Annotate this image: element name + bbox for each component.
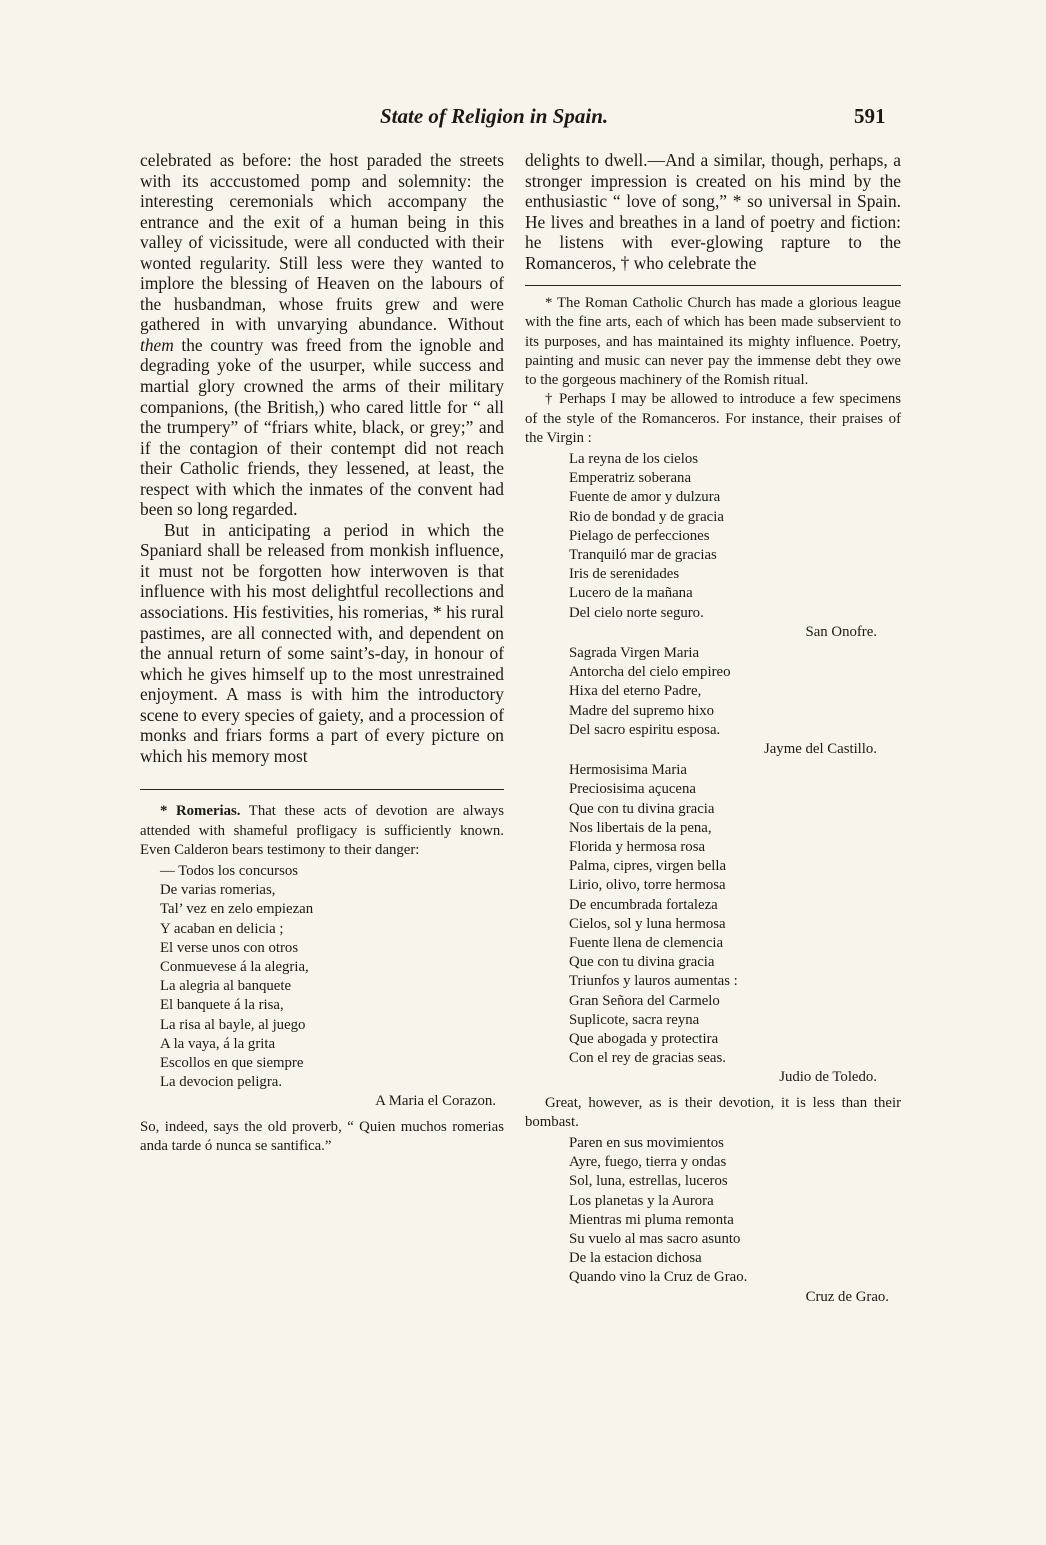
- poem-attribution: Jayme del Castillo.: [763, 740, 877, 757]
- poem-line: Nos libertais de la pena,: [569, 819, 712, 836]
- footnote-church: * The Roman Catholic Church has made a glorious league with the fine arts, each of which has been made subservient to its purposes, and has maintained its mighty influence. Poetry, painting and music can never pay the immense debt they owe to the gorgeous machinery of the Romish ritual.: [525, 295, 901, 389]
- poem-line: Escollos en que siempre: [160, 1055, 304, 1072]
- poem-line: Iris de serenidades: [569, 566, 680, 583]
- page-number: 591: [854, 104, 886, 128]
- poem-line: Mientras mi pluma remonta: [569, 1211, 734, 1228]
- poem-line: La risa al bayle, al juego: [160, 1016, 306, 1033]
- poem-toledo: [525, 761, 901, 1068]
- poem-line: Florida y hermosa rosa: [569, 838, 706, 855]
- footnote-divider: [140, 789, 504, 790]
- footnote-romanceros: † Perhaps I may be allowed to introduce a few specimens of the style of the Romanceros. For instance, their praises of the Virgin :: [525, 391, 901, 446]
- poem-line: Madre del supremo hixo: [569, 702, 715, 719]
- poem-romerias: [140, 862, 504, 1092]
- emphasis-them: them: [140, 334, 174, 355]
- poem-attribution: Cruz de Grao.: [805, 1288, 889, 1305]
- poem-line: Del cielo norte seguro.: [569, 604, 704, 621]
- footnote-romerias-text: That these acts of devotion are always attended with shameful profligacy is sufficiently known. Even Calderon bears testimony to their danger:: [140, 803, 504, 858]
- poem-line: Lucero de la mañana: [569, 585, 693, 602]
- poem-line: La reyna de los cielos: [569, 450, 699, 467]
- poem-line: Cielos, sol y luna hermosa: [569, 915, 726, 932]
- poem-line: Pielago de perfecciones: [569, 527, 710, 544]
- poem-line: Sol, luna, estrellas, luceros: [569, 1173, 728, 1190]
- poem-line: Ayre, fuego, tierra y ondas: [569, 1154, 727, 1171]
- footnote-romerias-marker: * Romerias.: [160, 803, 241, 820]
- poem-line: Conmuevese á la alegria,: [160, 959, 309, 976]
- poem-line: La alegria al banquete: [160, 978, 292, 995]
- poem-attribution: San Onofre.: [805, 623, 877, 640]
- left-column: [140, 150, 504, 1156]
- poem-line: Del sacro espiritu esposa.: [569, 721, 721, 738]
- poem-line: De varias romerias,: [160, 882, 276, 899]
- poem-line: Que abogada y protectira: [569, 1031, 719, 1047]
- poem-line: El verse unos con otros: [160, 939, 299, 956]
- footnote-proverb: So, indeed, says the old proverb, “ Quien muchos romerias anda tarde ó nunca se santifica.”: [140, 1118, 504, 1154]
- poem-line: De la estacion dichosa: [569, 1250, 702, 1267]
- poem-line: Lirio, olivo, torre hermosa: [569, 877, 726, 894]
- poem-line: Que con tu divina gracia: [569, 800, 715, 817]
- poem-line: Palma, cipres, virgen bella: [569, 858, 727, 875]
- paragraph-celebrated-end: the country was freed from the ignoble and degrading yoke of the usurper, while success and martial glory crowned the arms of their military companions, (the British,) who cared little for “ all the trumpery” of “friars white, black, or grey;” and if the contagion of their contempt did not reach their Catholic friends, they lessened, at least, the respect with which the inmates of the convent had been so long regarded.: [140, 334, 504, 520]
- footnote-divider: [525, 285, 901, 286]
- poem-line: — Todos los concursos: [160, 863, 299, 880]
- poem-line: Triunfos y lauros aumentas :: [569, 973, 738, 990]
- poem-line: Suplicote, sacra reyna: [569, 1011, 700, 1028]
- poem-cruz-de-grao: [525, 1134, 901, 1288]
- poem-attribution: Judio de Toledo.: [779, 1069, 877, 1086]
- poem-line: Fuente llena de clemencia: [569, 934, 724, 951]
- poem-line: El banquete á la risa,: [160, 997, 284, 1014]
- poem-castillo: [525, 644, 901, 740]
- poem-line: Gran Señora del Carmelo: [569, 992, 720, 1009]
- poem-line: Tranquiló mar de gracias: [569, 546, 717, 563]
- poem-line: A la vaya, á la grita: [160, 1035, 276, 1052]
- right-column: [525, 150, 901, 1307]
- poem-line: Sagrada Virgen Maria: [569, 644, 700, 661]
- poem-attribution: A Maria el Corazon.: [375, 1093, 496, 1110]
- poem-line: Paren en sus movimientos: [569, 1135, 724, 1152]
- poem-line: Y acaban en delicia ;: [160, 920, 284, 937]
- paragraph-celebrated-start: celebrated as before: the host paraded the streets with its acccustomed pomp and solemnity: the interesting ceremonials which accompany the entrance and the exit of a human being in this valley of vicissitude, were all conducted with their wonted regularity. Still less were they wanted to implore the blessing of Heaven on the labours of the husbandman, whose fruits grew and were gathered in with unvarying abundance. Without: [140, 150, 504, 335]
- paragraph-celebrated: [140, 150, 504, 520]
- poem-line: Quando vino la Cruz de Grao.: [569, 1269, 748, 1286]
- poem-san-onofre: [525, 450, 901, 623]
- paragraph-delights: delights to dwell.—And a similar, though, perhaps, a stronger impression is created on his mind by the enthusiastic “ love of song,” * so universal in Spain. He lives and breathes in a land of poetry and fiction: he listens with ever-glowing rapture to the Romanceros, † who celebrate the: [525, 150, 901, 273]
- poem-line: Fuente de amor y dulzura: [569, 489, 721, 506]
- poem-line: Con el rey de gracias seas.: [569, 1050, 726, 1067]
- running-head-title: State of Religion in Spain.: [380, 104, 609, 128]
- poem-line: Los planetas y la Aurora: [569, 1192, 714, 1209]
- poem-line: Emperatriz soberana: [569, 470, 692, 487]
- footnote-bombast: Great, however, as is their devotion, it is less than their bombast.: [525, 1094, 901, 1130]
- footnote-romerias: [140, 802, 504, 860]
- poem-line: Rio de bondad y de gracia: [569, 508, 724, 525]
- poem-line: La devocion peligra.: [160, 1074, 283, 1091]
- poem-line: Antorcha del cielo empireo: [569, 664, 731, 681]
- poem-line: De encumbrada fortaleza: [569, 896, 718, 913]
- paragraph-anticipating: But in anticipating a period in which the Spaniard shall be released from monkish influence, it must not be forgotten how interwoven is that influence with his most delightful recollections and associations. His festivities, his romerias, * his rural pastimes, are all connected with, and dependent on the annual return of some saint’s-day, in honour of which he gives himself up to the most unrestrained enjoyment. A mass is with him the introductory scene to every species of gaiety, and a procession of monks and friars forms a part of every picture on which his memory most: [140, 519, 504, 766]
- poem-line: Hermosisima Maria: [569, 762, 687, 779]
- poem-line: Que con tu divina gracia: [569, 954, 715, 971]
- poem-line: Preciosisima açucena: [569, 781, 696, 798]
- poem-line: Su vuelo al mas sacro asunto: [569, 1231, 741, 1248]
- poem-line: Hixa del eterno Padre,: [569, 683, 702, 700]
- poem-line: Tal’ vez en zelo empiezan: [160, 901, 314, 918]
